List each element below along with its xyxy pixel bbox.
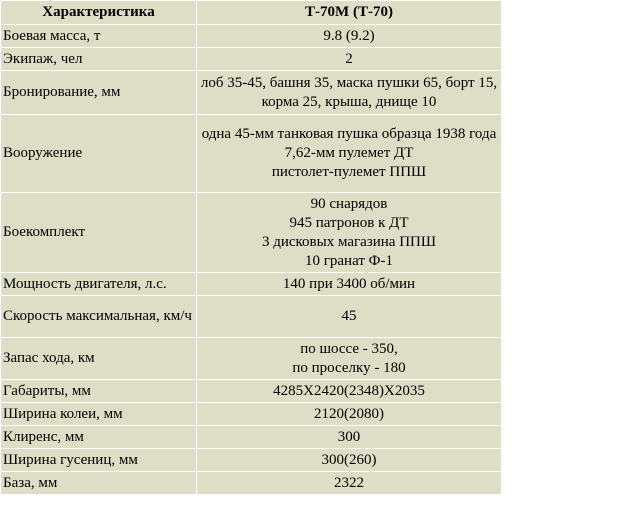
- value-line: по шоссе - 350,: [300, 340, 398, 357]
- row-label: Ширина колеи, мм: [1, 403, 197, 426]
- row-dimensions: [1, 380, 502, 403]
- row-wheelbase: [1, 472, 502, 495]
- row-label: База, мм: [1, 472, 197, 495]
- row-value: [197, 380, 502, 403]
- value-line: 300(260): [321, 451, 377, 468]
- row-armament: [1, 115, 502, 193]
- row-label: Скорость максимальная, км/ч: [1, 296, 197, 338]
- value-line: пистолет-пулемет ППШ: [271, 164, 427, 180]
- row-label: Запас хода, км: [1, 338, 197, 380]
- row-armor: [1, 71, 502, 115]
- row-value: [197, 296, 502, 338]
- value-line: 9.8 (9.2): [323, 27, 375, 44]
- row-label: Боекомплект: [1, 193, 197, 273]
- row-value: [197, 71, 502, 115]
- row-label: Экипаж, чел: [1, 48, 197, 71]
- value-line: 7,62-мм пулемет ДТ: [284, 145, 414, 161]
- value-line: 3 дисковых магазина ППШ: [261, 233, 437, 250]
- value-line: 2: [345, 50, 353, 67]
- value-line: 10 гранат Ф-1: [304, 252, 393, 269]
- header-model: Т-70М (Т-70): [197, 1, 502, 25]
- row-value: [197, 48, 502, 71]
- header-row: [1, 1, 502, 25]
- row-label: Боевая масса, т: [1, 25, 197, 48]
- value-line: 945 патронов к ДТ: [289, 214, 409, 231]
- row-value: [197, 403, 502, 426]
- row-label: Вооружение: [1, 115, 197, 193]
- header-characteristic: Характеристика: [1, 1, 197, 25]
- row-track-gauge: [1, 403, 502, 426]
- row-track-width: [1, 449, 502, 472]
- row-label: Мощность двигателя, л.с.: [1, 273, 197, 296]
- value-line: 4285Х2420(2348)Х2035: [273, 382, 425, 399]
- row-value: [197, 273, 502, 296]
- row-label: Бронирование, мм: [1, 71, 197, 115]
- value-line: по проселку - 180: [292, 359, 406, 376]
- value-line: 140 при 3400 об/мин: [282, 275, 416, 292]
- row-label: Габариты, мм: [1, 380, 197, 403]
- value-line: одна 45-мм танковая пушка образца 1938 года: [201, 126, 497, 142]
- row-crew: [1, 48, 502, 71]
- row-range: [1, 338, 502, 380]
- value-line: 45: [341, 308, 357, 324]
- value-line: 90 снарядов: [310, 195, 388, 212]
- value-line: 300: [337, 428, 361, 445]
- row-value: [197, 449, 502, 472]
- value-line: лоб 35-45, башня 35, маска пушки 65, борт 15, корма 25, крыша, днище 10: [200, 74, 498, 110]
- row-ammo: [1, 193, 502, 273]
- row-value: [197, 338, 502, 380]
- row-value: [197, 472, 502, 495]
- row-clearance: [1, 426, 502, 449]
- row-mass: [1, 25, 502, 48]
- row-value: [197, 193, 502, 273]
- row-value: [197, 25, 502, 48]
- row-label: Ширина гусениц, мм: [1, 449, 197, 472]
- value-line: 2322: [334, 474, 364, 491]
- row-value: [197, 115, 502, 193]
- row-speed: [1, 296, 502, 338]
- value-line: 2120(2080): [314, 405, 384, 422]
- row-label: Клиренс, мм: [1, 426, 197, 449]
- row-value: [197, 426, 502, 449]
- row-engine: [1, 273, 502, 296]
